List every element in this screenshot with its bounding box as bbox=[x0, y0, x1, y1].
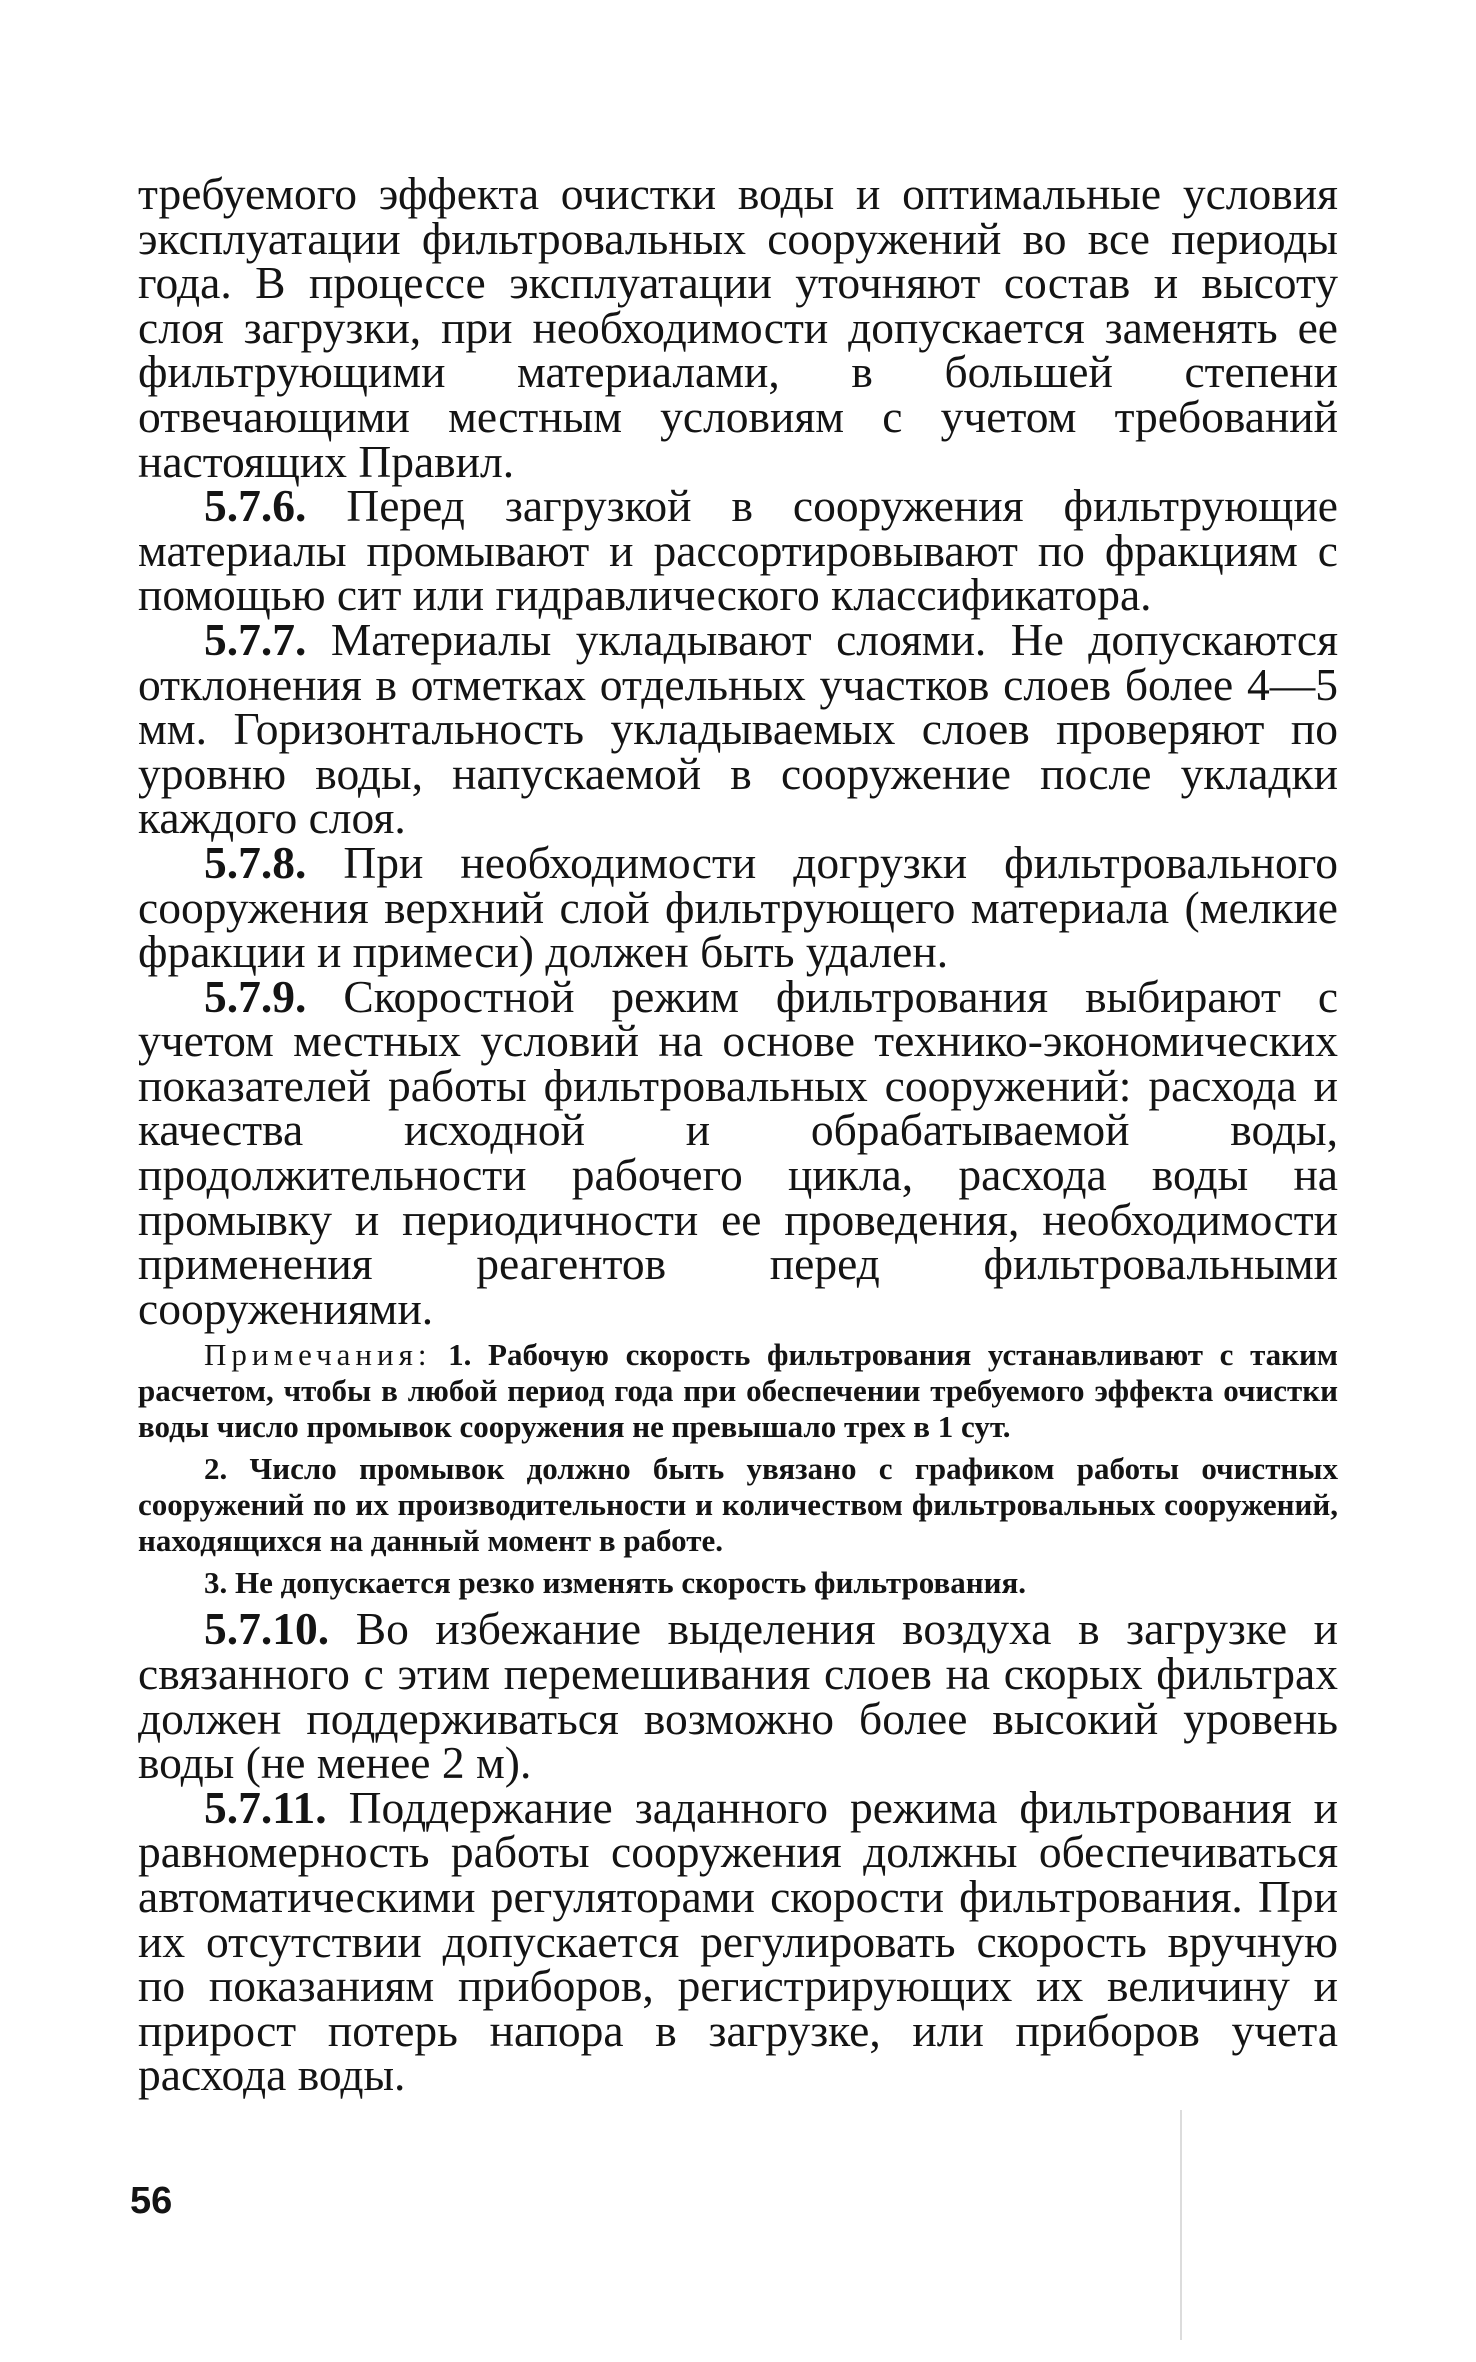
note-text: 1. Рабочую скорость фильтрования устанавливают с таким расчетом, чтобы в любой период года при обеспечении требуемого эффекта очистки воды число промывок сооружения не превышало трех в 1 сут. bbox=[138, 1337, 1339, 1445]
section-5-7-8 bbox=[138, 836, 1338, 978]
note-item-3: 3. Не допускается резко изменять скорость фильтрования. bbox=[204, 1565, 1026, 1601]
section-5-7-11 bbox=[138, 1781, 1339, 2101]
section-5-7-10 bbox=[138, 1603, 1338, 1789]
section-text: Перед загрузкой в сооружения фильтрующие материалы промывают и рассортировывают по фракциям с помощью сит или гидравлического классификатора. bbox=[138, 480, 1338, 621]
section-number: 5.7.11. bbox=[204, 1781, 327, 1833]
scan-margin-line bbox=[1180, 2110, 1182, 2340]
document-page bbox=[138, 168, 1339, 2101]
intro-paragraph: требуемого эффекта очистки воды и оптимальные условия эксплуатации фильтровальных сооружений во все периоды года. В процессе эксплуатации уточняют состав и высоту слоя загрузки, при необходимости допускается заменять ее фильтрующими материалами, в большей степени отвечающими местным условиям с учетом требований настоящих Правил. bbox=[138, 168, 1338, 487]
notes-label: Примечания: bbox=[204, 1337, 432, 1373]
section-text: Поддержание заданного режима фильтрования и равномерность работы сооружения должны обеспечиваться автоматическими регуляторами скорости фильтрования. При их отсутствии допускается регулировать скорость вручную по показаниям приборов, регистрирующих их величину и прирост потерь напора в загрузке, или приборов учета расхода воды. bbox=[138, 1781, 1339, 2101]
page-number: 56 bbox=[130, 2180, 173, 2222]
section-text: При необходимости догрузки фильтровального сооружения верхний слой фильтрующего материала (мелкие фракции и примеси) должен быть удален. bbox=[138, 836, 1338, 978]
notes-block bbox=[138, 1337, 1338, 1601]
section-number: 5.7.9. bbox=[204, 970, 307, 1022]
note-item-2: 2. Число промывок должно быть увязано с графиком работы очистных сооружений по их производительности и количеством фильтровальных сооружений, находящихся на данный момент в работе. bbox=[138, 1451, 1338, 1559]
section-text: Скоростной режим фильтрования выбирают с учетом местных условий на основе технико-экономических показателей работы фильтровальных сооружений: расхода и качества исходной и обрабатываемой воды, продолжительности рабочего цикла, расхода воды на промывку и периодичности ее проведения, необходимости применения реагентов перед фильтровальными сооружениями. bbox=[138, 970, 1339, 1334]
section-text: Во избежание выделения воздуха в загрузке и связанного с этим перемешивания слоев на скорых фильтрах должен поддерживаться возможно более высокий уровень воды (не менее 2 м). bbox=[138, 1603, 1338, 1789]
section-number: 5.7.10. bbox=[204, 1603, 330, 1655]
section-5-7-6 bbox=[138, 480, 1338, 621]
section-number: 5.7.6. bbox=[204, 480, 307, 532]
section-number: 5.7.7. bbox=[204, 613, 307, 665]
section-5-7-9 bbox=[138, 970, 1339, 1334]
note-item-1 bbox=[138, 1337, 1338, 1445]
section-text: Материалы укладывают слоями. Не допускаются отклонения в отметках отдельных участков слоев более 4—5 мм. Горизонтальность укладываемых слоев проверяют по уровню воды, напускаемой в сооружение после укладки каждого слоя. bbox=[138, 613, 1339, 844]
section-number: 5.7.8. bbox=[204, 836, 307, 888]
section-5-7-7 bbox=[138, 613, 1339, 844]
